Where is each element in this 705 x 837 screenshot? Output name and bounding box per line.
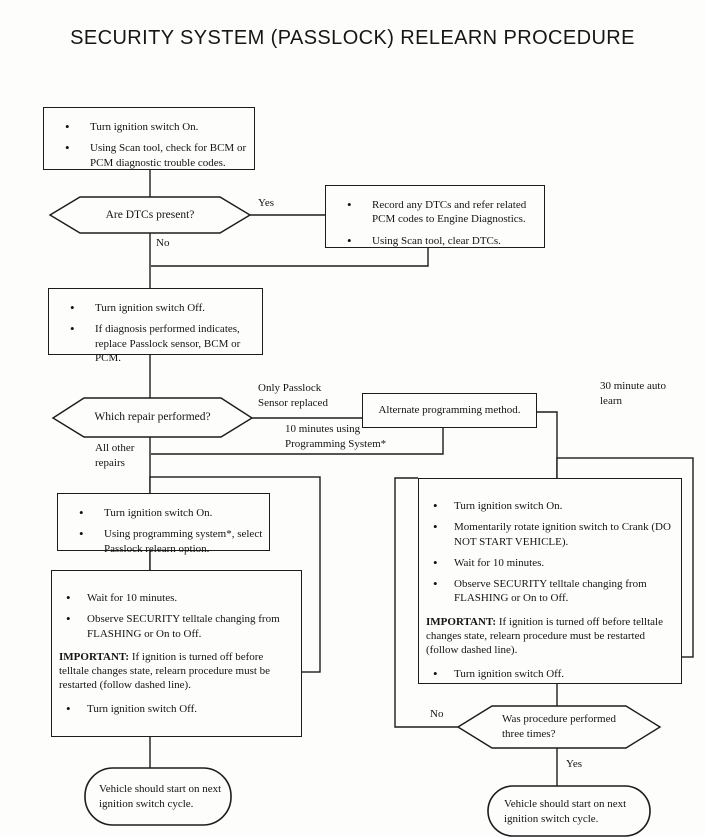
line-recorddtcs-return (151, 248, 428, 266)
left-wait-list-2 (52, 702, 301, 716)
three-times-decision-label: Was procedure performed three times? (502, 713, 616, 740)
list-item: • Observe SECURITY telltale changing from FLASHING or On to Off. (419, 577, 681, 606)
right-procedure-important-note (419, 615, 675, 658)
important-text: If ignition is turned off before telltale changes state, relearn procedure must be restarted (follow dashed line). (426, 615, 663, 657)
list-item: • Wait for 10 minutes. (52, 591, 301, 605)
right-procedure-box (418, 478, 682, 684)
important-text: If ignition is turned off before telltale changes state, relearn procedure must be restarted (follow dashed line). (59, 650, 271, 692)
list-item: • Using programming system*, select Passlock relearn option. (58, 527, 269, 556)
left-wait-box (51, 570, 302, 737)
list-item: • Record any DTCs and refer related PCM codes to Engine Diagnostics. (326, 198, 544, 227)
list-item: • If diagnosis performed indicates, replace Passlock sensor, BCM or PCM. (49, 322, 262, 365)
list-item: • Momentarily rotate ignition switch to Crank (DO NOT START VEHICLE). (419, 520, 681, 549)
right-end-label: Vehicle should start on next ignition switch cycle. (504, 798, 627, 825)
yes-label-dtc: Yes (258, 197, 275, 209)
branch-all-other-repairs-label: All other repairs (95, 442, 135, 469)
list-item: • Turn ignition switch Off. (49, 301, 262, 315)
branch-10-minutes-label: 10 minutes using Programming System* (285, 423, 387, 450)
branch-only-passlock-label: Only Passlock Sensor replaced (258, 382, 328, 409)
left-start-list (58, 506, 269, 556)
left-wait-important-note (52, 650, 295, 693)
list-item: • Turn ignition switch On. (44, 120, 254, 134)
repair-decision-label: Which repair performed? (94, 411, 211, 423)
left-start-box (57, 493, 270, 555)
check-dtcs-list (44, 120, 254, 170)
important-label: IMPORTANT: (59, 650, 130, 663)
no-label-dtc: No (156, 237, 170, 249)
important-label: IMPORTANT: (426, 615, 497, 628)
list-item: • Turn ignition switch Off. (52, 702, 301, 716)
right-procedure-list-2 (419, 667, 681, 681)
ignition-off-box (48, 288, 263, 364)
list-item: • Turn ignition switch On. (58, 506, 269, 520)
list-item: • Observe SECURITY telltale changing from FLASHING or On to Off. (52, 612, 301, 641)
line-alternate-30min (537, 412, 557, 478)
yes-label-three-times: Yes (566, 758, 583, 770)
no-label-three-times: No (430, 708, 444, 720)
ignition-off-list (49, 301, 262, 365)
check-dtcs-box (43, 107, 255, 170)
dtc-decision-label: Are DTCs present? (105, 209, 195, 221)
right-procedure-list (419, 499, 681, 606)
list-item: • Turn ignition switch On. (419, 499, 681, 513)
list-item: • Using Scan tool, check for BCM or PCM diagnostic trouble codes. (44, 141, 254, 170)
record-dtcs-list (326, 198, 544, 248)
left-wait-list (52, 591, 301, 641)
left-end-label: Vehicle should start on next ignition switch cycle. (99, 783, 222, 810)
list-item: • Using Scan tool, clear DTCs. (326, 234, 544, 248)
record-dtcs-box (325, 185, 545, 248)
list-item: • Turn ignition switch Off. (419, 667, 681, 681)
list-item: • Wait for 10 minutes. (419, 556, 681, 570)
alternate-method-label: Alternate programming method. (378, 404, 521, 417)
branch-30-minute-label: 30 minute auto learn (600, 380, 666, 407)
page-title: SECURITY SYSTEM (PASSLOCK) RELEARN PROCEDURE (70, 27, 635, 49)
